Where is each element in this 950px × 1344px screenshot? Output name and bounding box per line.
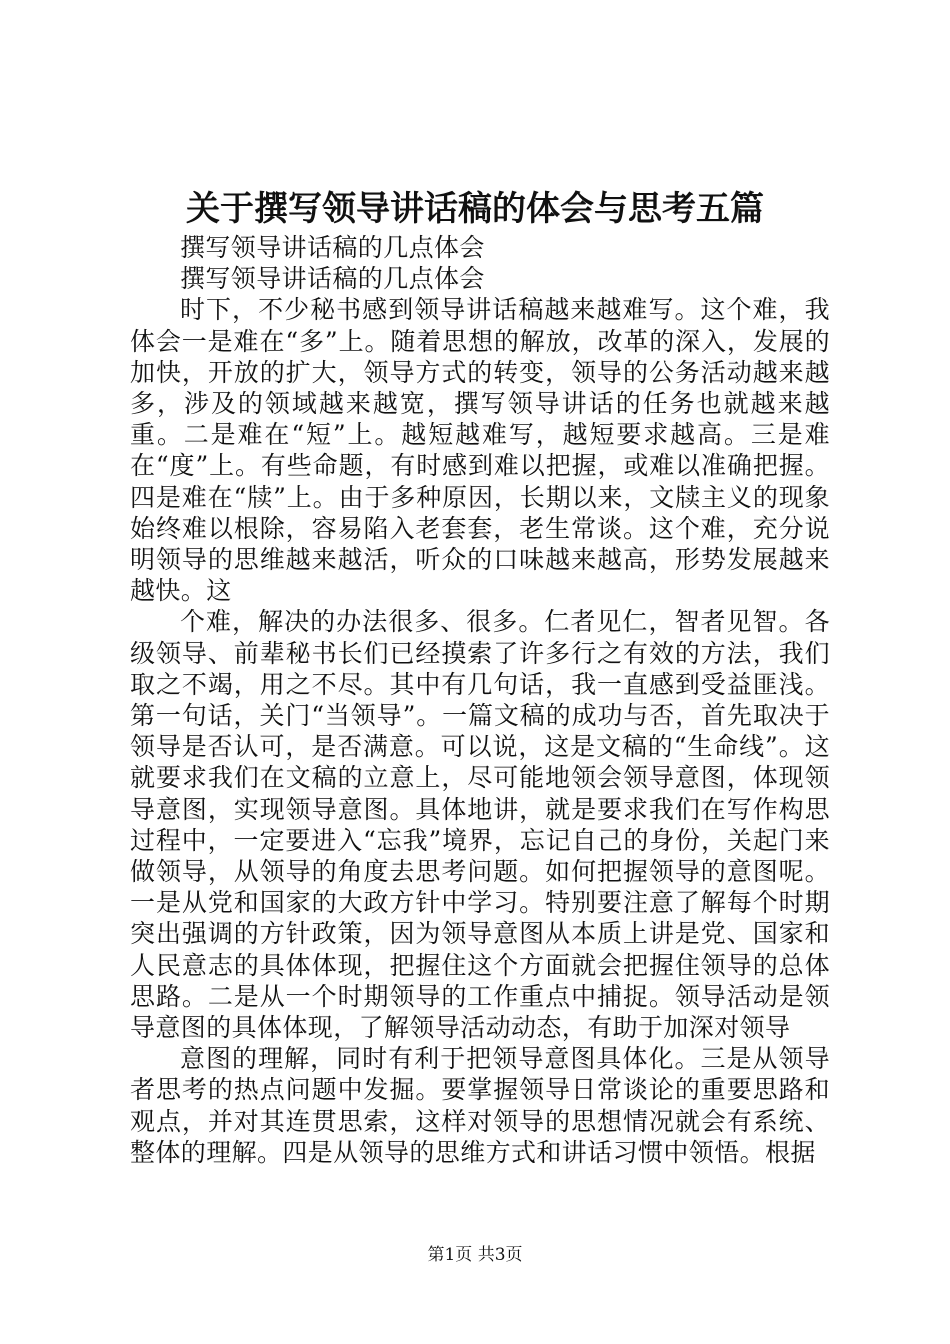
body-paragraph-1: 时下，不少秘书感到领导讲话稿越来越难写。这个难，我体会一是难在“多”上。随着思想的解放，改革的深入，发展的加快，开放的扩大，领导方式的转变，领导的公务活动越来越多，涉及的领域越来越宽，撰写领导讲话的任务也就越来越重。二是难在“短”上。越短越难写，越短要求越高。三是难在“度”上。有些命题，有时感到难以把握，或难以准确把握。四是难在“牍”上。由于多种原因，长期以来，文牍主义的现象始终难以根除，容易陷入老套套，老生常谈。这个难，充分说明领导的思维越来越活，听众的口味越来越高，形势发展越来越快。这: [130, 295, 830, 606]
body-paragraph-3: 意图的理解，同时有利于把领导意图具体化。三是从领导者思考的热点问题中发掘。要掌握领导日常谈论的重要思路和观点，并对其连贯思索，这样对领导的思想情况就会有系统、整体的理解。四是从领导的思维方式和讲话习惯中领悟。根据: [130, 1044, 830, 1167]
body-paragraph-2: 个难，解决的办法很多、很多。仁者见仁，智者见智。各级领导、前辈秘书长们已经摸索了许多行之有效的方法，我们取之不竭，用之不尽。其中有几句话，我一直感到受益匪浅。第一句话，关门“当领导”。一篇文稿的成功与否，首先取决于领导是否认可，是否满意。可以说，这是文稿的“生命线”。这就要求我们在文稿的立意上，尽可能地领会领导意图，体现领导意图，实现领导意图。具体地讲，就是要求我们在写作构思过程中，一定要进入“忘我”境界，忘记自己的身份，关起门来做领导，从领导的角度去思考问题。如何把握领导的意图呢。一是从党和国家的大政方针中学习。特别要注意了解每个时期突出强调的方针政策，因为领导意图从本质上讲是党、国家和人民意志的具体体现，把握住这个方面就会把握住领导的总体思路。二是从一个时期领导的工作重点中捕捉。领导活动是领导意图的具体体现，了解领导活动动态，有助于加深对领导: [130, 607, 830, 1043]
document-body: [130, 232, 830, 1168]
subtitle-line-1: 撰写领导讲话稿的几点体会: [180, 233, 485, 262]
document-title: 关于撰写领导讲话稿的体会与思考五篇: [186, 189, 764, 229]
subtitle-line-2: 撰写领导讲话稿的几点体会: [180, 264, 485, 294]
page-number-footer: 第1页 共3页: [427, 1245, 523, 1265]
